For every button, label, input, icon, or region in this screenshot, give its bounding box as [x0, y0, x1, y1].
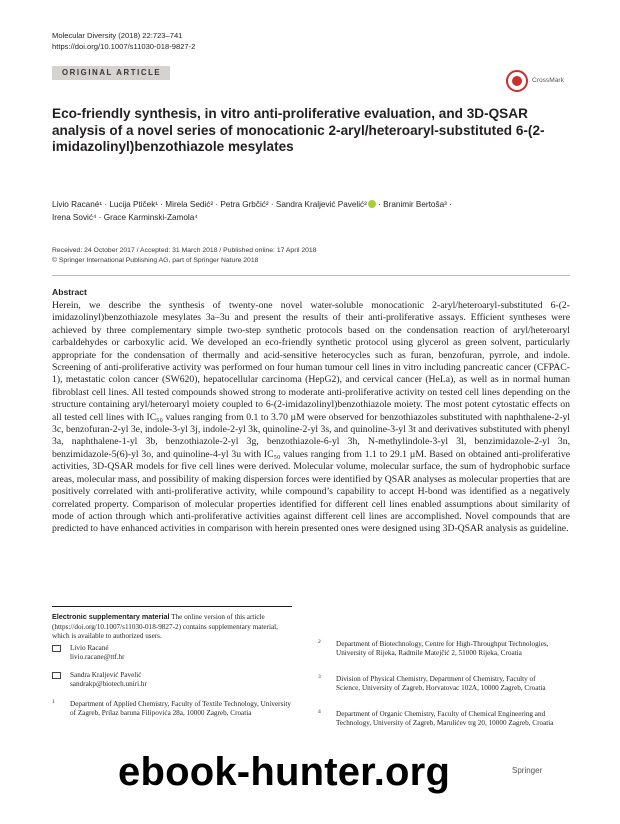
- affiliation-number: 1: [52, 699, 55, 705]
- divider: [52, 275, 570, 276]
- esm-text: The online version of this article (https://doi.org/10.1007/s11030-018-9827-2) contains supplementary material, which is available to authorized users.: [52, 613, 278, 641]
- article-type-badge: ORIGINAL ARTICLE: [52, 66, 170, 80]
- journal-citation: Molecular Diversity (2018) 22:723–741: [52, 31, 183, 40]
- crossmark-logo[interactable]: [506, 70, 576, 94]
- corr-email[interactable]: sandrakp@biotech.uniri.hr: [70, 680, 147, 689]
- affiliation-text: Division of Physical Chemistry, Department of Chemistry, Faculty of Science, University of Zagreb, Horvatovac 102A, 10000 Zagreb, Croatia: [336, 675, 546, 693]
- orcid-icon[interactable]: [368, 200, 376, 208]
- authors-line-2: Irena Sović⁴ · Grace Karminski-Zamola⁴: [52, 213, 198, 222]
- affiliation-3: [318, 675, 558, 694]
- supplementary-note: [52, 612, 284, 642]
- crossmark-icon: [506, 70, 528, 92]
- crossmark-label: CrossMark: [532, 77, 564, 84]
- publication-dates: [52, 246, 572, 266]
- corr-email[interactable]: livio.racane@ttf.hr: [70, 653, 125, 662]
- abstract-heading: Abstract: [52, 287, 87, 297]
- affiliation-text: Department of Organic Chemistry, Faculty of Chemical Engineering and Technology, University of Zagreb, Marulićev trg 20, 10000 Zagreb, Croatia: [336, 710, 554, 728]
- corr-name: Livio Racané: [70, 644, 109, 652]
- authors-line-1-tail: · Branimir Bertoša³ ·: [375, 200, 452, 209]
- envelope-icon: [52, 645, 61, 652]
- abstract-body: Herein, we describe the synthesis of twenty-one novel water-soluble monocationic 2-aryl/heteroaryl-substituted 6-(2-imidazolinyl)benzothiazole mesylates 3a–3u and present the results of their anti-proliferative assays. Efficient syntheses were achieved by three complementary simple two-step synthetic protocols based on the condensation reaction of aryl/heteroaryl carbaldehydes or carboxylic acid. We developed an eco-friendly synthetic protocol using glycerol as green solvent, particularly appropriate for the condensation of thermally and acid-sensitive heterocycles such as furan, benzofuran, pyrrole, and indole. Screening of anti-proliferative activity was performed on four human tumour cell lines in vitro including pancreatic cancer (CFPAC-1), metastatic colon cancer (SW620), hepatocellular carcinoma (HepG2), and cervical cancer (HeLa), as well as in normal human fibroblast cell lines. All tested compounds showed strong to moderate anti-proliferative activity on tested cell lines depending on the structure containing aryl/heteroaryl moiety coupled to 6-(2-imidazolinyl)benzothiazole moiety. The most potent cytostatic effects on all tested cell lines with IC₅₀ values ranging from 0.1 to 3.70 µM were observed for benzothiazoles substituted with naphthalene-2-yl 3c, benzofuran-2-yl 3e, indole-3-yl 3j, indole-2-yl 3k, quinoline-2-yl 3s, and quinoline-3-yl 3t and derivatives substituted with phenyl 3a, naphthalene-1-yl 3b, benzothiazole-2-yl 3g, benzothiazole-6-yl 3h, N-methylindole-3-yl 3l, benzimidazole-2-yl 3n, benzimidazole-5(6)-yl 3o, and quinoline-4-yl 3u with IC₅₀ values ranging from 1.1 to 29.1 µM. Based on obtained anti-proliferative activities, 3D-QSAR models for five cell lines were derived. Molecular volume, molecular surface, the sum of hydrophobic surface areas, molecular mass, and possibility of making dispersion forces were identified by QSAR analyses as molecular properties that are positively correlated with anti-proliferative activity, while compound’s capability to accept H-bond was identified as a negatively correlated property. Comparison of molecular properties identified for different cell lines enabled assumptions about similarity of mode of action through which anti-proliferative activities against different cell lines are accomplished. Novel compounds that are predicted to have enhanced activities in comparison with herein presented ones were designed using 3D-QSAR analysis as guideline.: [52, 300, 570, 535]
- doi-link[interactable]: https://doi.org/10.1007/s11030-018-9827-2: [52, 42, 196, 51]
- affiliation-text: Department of Biotechnology, Centre for High-Throughput Technologies, University of Rijeka, Radmile Matejčić 2, 51000 Rijeka, Croatia: [336, 640, 549, 658]
- affiliation-number: 4: [318, 709, 321, 715]
- article-title: Eco-friendly synthesis, in vitro anti-proliferative evaluation, and 3D-QSAR analysis of a novel series of monocationic 2-aryl/heteroaryl-substituted 6-(2-imidazolinyl)benzothiazole mesylates: [52, 106, 545, 155]
- footnote-divider: [52, 606, 292, 607]
- watermark: ebook-hunter.org: [118, 750, 451, 794]
- affiliation-2: [318, 640, 558, 659]
- journal-header: [52, 30, 195, 52]
- received-dates: Received: 24 October 2017 / Accepted: 31 March 2018 / Published online: 17 April 2018: [52, 247, 317, 254]
- copyright-line: © Springer International Publishing AG, part of Springer Nature 2018: [52, 257, 259, 264]
- author-list: [52, 198, 572, 224]
- authors-line-1: Livio Racané¹ · Lucija Ptiček¹ · Mirela Sedić² · Petra Grbčić² · Sandra Kraljević Pavelić²: [52, 200, 367, 209]
- affiliation-text: Department of Applied Chemistry, Faculty of Textile Technology, University of Zagreb, Prilaz baruna Filipovića 28a, 10000 Zagreb, Croatia: [70, 700, 291, 718]
- correspondence-1: [52, 644, 292, 663]
- envelope-icon: [52, 672, 61, 679]
- corr-name: Sandra Kraljević Pavelić: [70, 671, 142, 679]
- affiliation-number: 2: [318, 639, 321, 645]
- affiliation-4: [318, 710, 558, 729]
- correspondence-2: [52, 671, 292, 690]
- esm-label: Electronic supplementary material: [52, 612, 170, 621]
- affiliation-1: [52, 700, 292, 719]
- publisher-logo: Springer: [512, 766, 543, 775]
- affiliation-number: 3: [318, 674, 321, 680]
